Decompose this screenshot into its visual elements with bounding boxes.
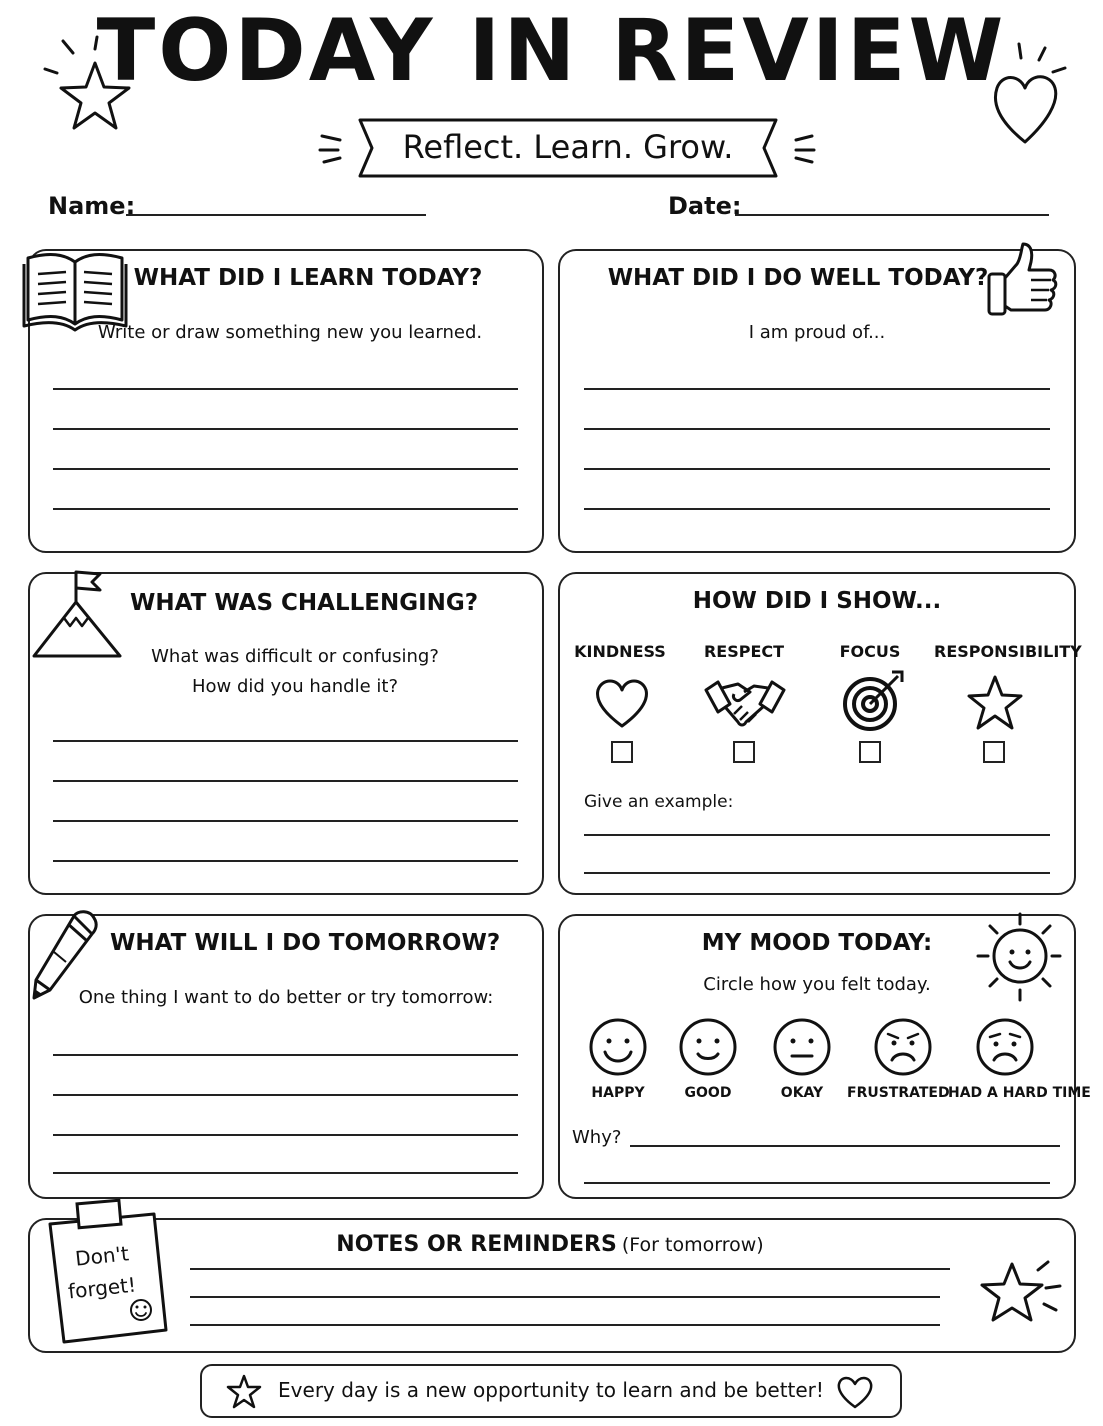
mood-prompt: Circle how you felt today.: [703, 974, 931, 995]
kindness-checkbox[interactable]: [611, 741, 633, 763]
example-writing-line[interactable]: [584, 834, 1050, 836]
trait-label-responsibility: RESPONSIBILITY: [934, 642, 1082, 661]
good-face-icon[interactable]: [679, 1018, 737, 1076]
sticky-note-line-2: forget!: [66, 1272, 138, 1304]
footer-text: Every day is a new opportunity to learn and be better!: [278, 1378, 824, 1402]
okay-face-icon[interactable]: [773, 1018, 831, 1076]
date-field[interactable]: [735, 214, 1049, 216]
name-label: Name:: [48, 192, 136, 220]
well-writing-line[interactable]: [584, 388, 1050, 390]
show-section: [558, 572, 1082, 895]
tomorrow-writing-line[interactable]: [53, 1172, 518, 1174]
tomorrow-writing-line[interactable]: [53, 1094, 518, 1096]
learn-writing-line[interactable]: [53, 428, 518, 430]
mood-title: MY MOOD TODAY:: [701, 930, 933, 956]
mood-label-hard-time: HAD A HARD TIME: [948, 1085, 1091, 1101]
well-title: WHAT DID I DO WELL TODAY?: [607, 265, 989, 291]
trait-label-kindness: KINDNESS: [574, 642, 666, 661]
thumbs-up-icon: [985, 240, 1065, 320]
challenging-prompt-2: How did you handle it?: [191, 676, 399, 697]
target-icon: [840, 670, 906, 732]
trait-label-respect: RESPECT: [703, 642, 785, 661]
tomorrow-section: [28, 914, 544, 1199]
challenging-writing-line[interactable]: [53, 780, 518, 782]
heart-icon: [985, 40, 1075, 150]
notes-writing-line[interactable]: [190, 1268, 950, 1270]
focus-checkbox[interactable]: [859, 741, 881, 763]
open-book-icon: [20, 242, 130, 332]
well-writing-line[interactable]: [584, 508, 1050, 510]
notes-title: NOTES OR REMINDERS: [336, 1232, 617, 1257]
mood-label-good: GOOD: [684, 1085, 732, 1101]
notes-heading: [290, 1232, 810, 1257]
star-icon: [966, 674, 1024, 732]
notes-title-suffix: (For tomorrow): [621, 1234, 764, 1256]
respect-checkbox[interactable]: [733, 741, 755, 763]
frustrated-face-icon[interactable]: [874, 1018, 932, 1076]
well-writing-line[interactable]: [584, 428, 1050, 430]
notes-writing-line[interactable]: [190, 1296, 940, 1298]
learn-writing-line[interactable]: [53, 388, 518, 390]
why-writing-line[interactable]: [584, 1182, 1050, 1184]
challenging-prompt-1: What was difficult or confusing?: [151, 646, 439, 667]
heart-icon: [836, 1374, 874, 1410]
page-subtitle: Reflect. Learn. Grow.: [402, 128, 734, 166]
well-prompt: I am proud of...: [748, 322, 886, 343]
why-writing-line[interactable]: [630, 1145, 1060, 1147]
tomorrow-writing-line[interactable]: [53, 1054, 518, 1056]
name-field[interactable]: [126, 214, 426, 216]
tomorrow-title: WHAT WILL I DO TOMORROW?: [110, 930, 501, 956]
sticky-note-icon: [44, 1200, 172, 1346]
happy-face-icon[interactable]: [589, 1018, 647, 1076]
tomorrow-writing-line[interactable]: [53, 1134, 518, 1136]
sad-face-icon[interactable]: [976, 1018, 1034, 1076]
learn-title: WHAT DID I LEARN TODAY?: [133, 265, 483, 291]
challenging-title: WHAT WAS CHALLENGING?: [130, 590, 479, 616]
star-icon: [976, 1258, 1066, 1338]
star-icon: [55, 35, 135, 140]
sticky-note-line-1: Don't: [74, 1241, 130, 1271]
challenging-writing-line[interactable]: [53, 820, 518, 822]
mountain-flag-icon: [30, 568, 126, 660]
challenging-writing-line[interactable]: [53, 740, 518, 742]
date-label: Date:: [668, 192, 742, 220]
handshake-icon: [704, 676, 786, 732]
learn-prompt: Write or draw something new you learned.: [97, 322, 483, 343]
learn-writing-line[interactable]: [53, 508, 518, 510]
notes-writing-line[interactable]: [190, 1324, 940, 1326]
example-label: Give an example:: [584, 792, 734, 812]
mood-label-frustrated: FRUSTRATED: [847, 1085, 950, 1101]
well-writing-line[interactable]: [584, 468, 1050, 470]
mood-label-happy: HAPPY: [591, 1085, 645, 1101]
responsibility-checkbox[interactable]: [983, 741, 1005, 763]
mood-label-okay: OKAY: [780, 1085, 824, 1101]
show-title: HOW DID I SHOW...: [692, 588, 942, 614]
example-writing-line[interactable]: [584, 872, 1050, 874]
learn-writing-line[interactable]: [53, 468, 518, 470]
heart-icon: [594, 676, 650, 730]
tomorrow-prompt: One thing I want to do better or try tomorrow:: [78, 987, 494, 1008]
trait-label-focus: FOCUS: [839, 642, 901, 661]
page-title: TODAY IN REVIEW: [96, 1, 1007, 101]
challenging-writing-line[interactable]: [53, 860, 518, 862]
why-label: Why?: [572, 1127, 622, 1148]
